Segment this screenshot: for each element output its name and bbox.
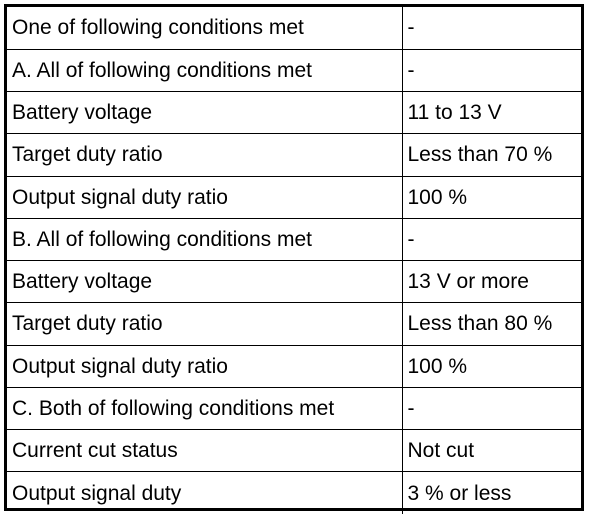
condition-cell: Output signal duty	[7, 472, 402, 514]
value-cell: -	[402, 218, 581, 260]
conditions-table-grid	[7, 7, 581, 514]
table-row	[7, 92, 581, 134]
table-row	[7, 261, 581, 303]
value-cell: 13 V or more	[402, 261, 581, 303]
condition-cell: Battery voltage	[7, 92, 402, 134]
table-row	[7, 303, 581, 345]
condition-cell: Target duty ratio	[7, 134, 402, 176]
condition-cell: A. All of following conditions met	[7, 49, 402, 91]
table-row	[7, 430, 581, 472]
table-row	[7, 7, 581, 49]
table-row	[7, 49, 581, 91]
value-cell: 11 to 13 V	[402, 92, 581, 134]
value-cell: -	[402, 387, 581, 429]
value-cell: -	[402, 49, 581, 91]
table-row	[7, 134, 581, 176]
value-cell: 100 %	[402, 176, 581, 218]
condition-cell: C. Both of following conditions met	[7, 387, 402, 429]
table-row	[7, 218, 581, 260]
table-row	[7, 176, 581, 218]
condition-cell: Battery voltage	[7, 261, 402, 303]
conditions-table	[4, 4, 584, 511]
condition-cell: One of following conditions met	[7, 7, 402, 49]
condition-cell: Output signal duty ratio	[7, 176, 402, 218]
condition-cell: Output signal duty ratio	[7, 345, 402, 387]
condition-cell: B. All of following conditions met	[7, 218, 402, 260]
condition-cell: Target duty ratio	[7, 303, 402, 345]
condition-cell: Current cut status	[7, 430, 402, 472]
value-cell: -	[402, 7, 581, 49]
table-row	[7, 387, 581, 429]
value-cell: Not cut	[402, 430, 581, 472]
value-cell: 100 %	[402, 345, 581, 387]
value-cell: 3 % or less	[402, 472, 581, 514]
value-cell: Less than 70 %	[402, 134, 581, 176]
value-cell: Less than 80 %	[402, 303, 581, 345]
table-row	[7, 472, 581, 514]
table-row	[7, 345, 581, 387]
